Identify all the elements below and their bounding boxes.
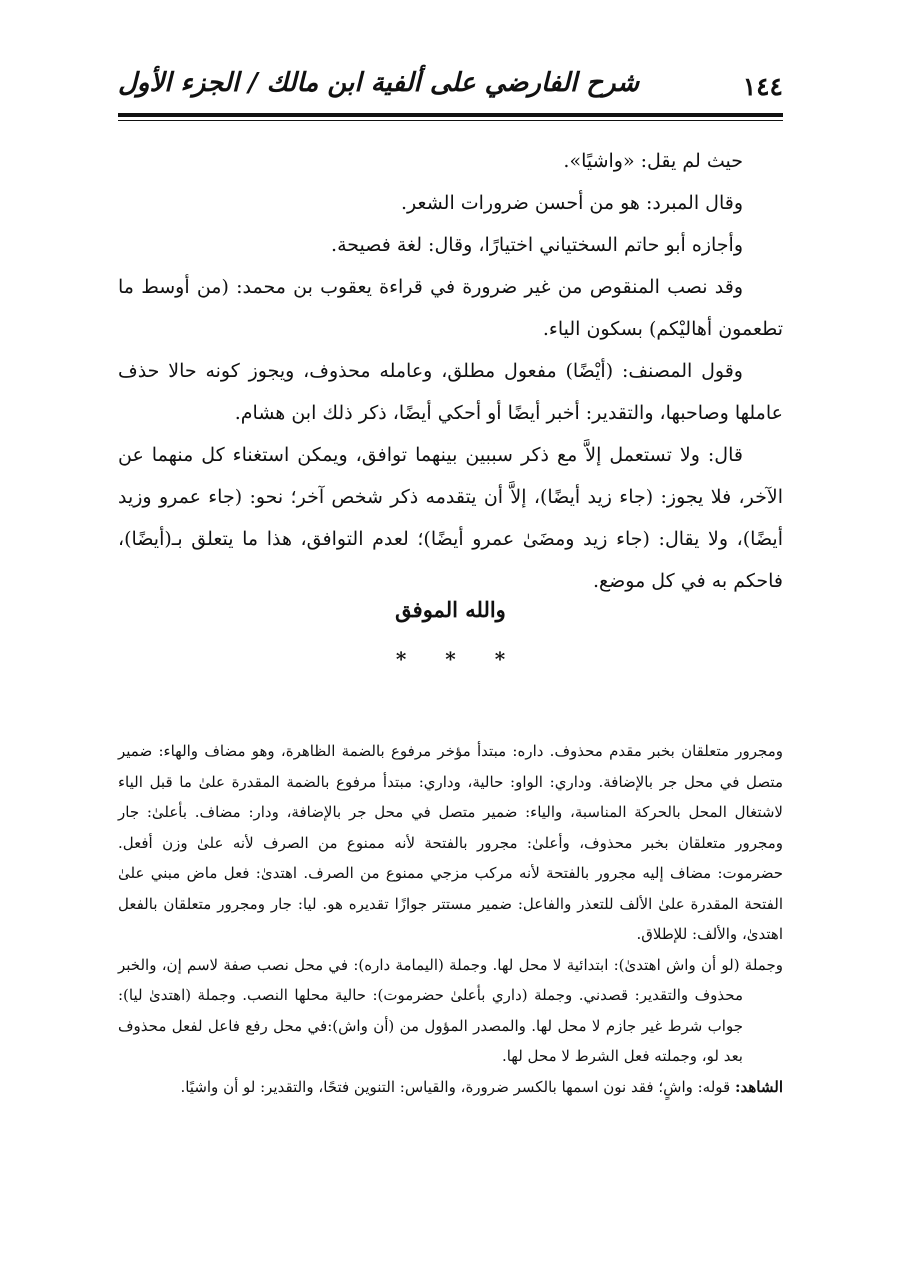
main-paragraph: وقد نصب المنقوص من غير ضرورة في قراءة يعقوب بن محمد: (من أوسط ما تطعمون أهاليْكم) بسكون الياء.	[118, 276, 783, 340]
section-separator	[118, 647, 783, 671]
footnote-jumla: وجملة (لو أن واش اهتدىٰ): ابتدائية لا محل لها. وجملة (اليمامة داره): في محل نصب صفة لاسم إن، والخبر محذوف والتقدير: قصدني. وجملة (داري بأعلىٰ حضرموت): حالية محلها النصب. وجملة (اهتدىٰ ليا): جواب شرط غير جازم لا محل لها. والمصدر المؤول من (أن واش):في محل رفع فاعل لفعل محذوف بعد لو، وجملته فعل الشرط لا محل لها.	[118, 955, 783, 1065]
footnote-shahid-lead: الشاهد:	[734, 1077, 783, 1096]
star-icon: *	[494, 647, 506, 671]
main-paragraph: وأجازه أبو حاتم السختياني اختيارًا، وقال: لغة فصيحة.	[331, 234, 743, 256]
footnote-shahid	[118, 1072, 783, 1103]
closing-phrase: والله الموفق	[395, 597, 506, 622]
running-title: شرح الفارضي على ألفية ابن مالك / الجزء الأول	[118, 68, 640, 98]
main-paragraph: قال: ولا تستعمل إلاَّ مع ذكر سببين بينهما توافق، ويمكن استغناء كل منهما عن الآخر، فلا يجوز: (جاء زيد أيضًا)، إلاَّ أن يتقدمه ذكر شخص آخر؛ نحو: (جاء عمرو وزيد أيضًا)، ولا يقال: (جاء زيد ومضَىٰ عمرو أيضًا)؛ لعدم التوافق، هذا ما يتعلق بـ(أيضًا)، فاحكم به في كل موضع.	[118, 444, 783, 592]
star-icon: *	[395, 647, 407, 671]
footnotes	[118, 736, 783, 1102]
header-rule-thin	[118, 120, 783, 121]
main-paragraph: وقول المصنف: (أيْضًا) مفعول مطلق، وعامله محذوف، ويجوز كونه حالا حذف عاملها وصاحبها، والتقدير: أخبر أيضًا أو أحكي أيضًا، ذكر ذلك ابن هشام.	[118, 360, 783, 424]
main-paragraph: حيث لم يقل: «واشيًا».	[563, 150, 743, 172]
footnote-shahid-text: قوله: واشٍ؛ فقد نون اسمها بالكسر ضرورة، والقياس: التنوين فتحًا، والتقدير: لو أن واشيًا.	[180, 1077, 735, 1096]
footnote-continuation: ومجرور متعلقان بخبر مقدم محذوف. داره: مبتدأ مؤخر مرفوع بالضمة الظاهرة، وهو مضاف والهاء: ضمير متصل في محل جر بالإضافة. وداري: الواو: حالية، وداري: مبتدأ مرفوع بالضمة المقدرة علىٰ ما قبل الياء لاشتغال المحل بالحركة المناسبة، والياء: ضمير متصل في محل جر بالإضافة، ودار: مضاف. بأعلىٰ: جار ومجرور متعلقان بخبر محذوف، وأعلىٰ: مجرور بالفتحة لأنه ممنوع من الصرف لأنه علىٰ وزن أفعل. حضرموت: مضاف إليه مجرور بالفتحة لأنه مركب مزجي ممنوع من الصرف. اهتدىٰ: فعل ماض مبني علىٰ الفتحة المقدرة علىٰ الألف للتعذر والفاعل: ضمير مستتر جوازًا تقديره هو. ليا: جار ومجرور متعلقان بالفعل اهتدىٰ، والألف: للإطلاق.	[118, 742, 783, 943]
main-text	[118, 140, 783, 602]
page-number: ١٤٤	[742, 72, 783, 101]
star-icon: *	[445, 647, 456, 671]
page-header	[118, 62, 783, 110]
main-paragraph: وقال المبرد: هو من أحسن ضرورات الشعر.	[401, 192, 743, 214]
header-rule-thick	[118, 113, 783, 117]
